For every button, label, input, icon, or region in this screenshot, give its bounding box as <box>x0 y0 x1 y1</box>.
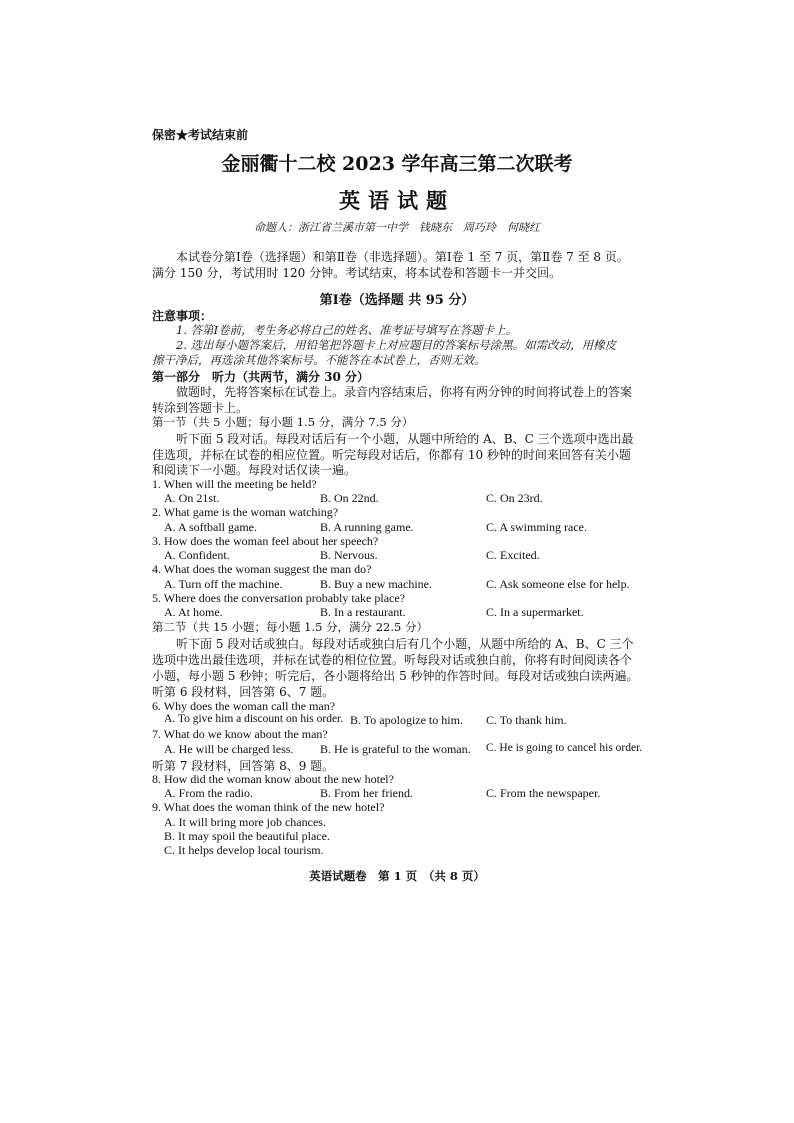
question-3-option-b: B. Nervous. <box>320 548 378 562</box>
question-1-option-a: A. On 21st. <box>164 491 220 505</box>
question-5: 5. Where does the conversation probably take place? <box>152 591 406 605</box>
notice-title: 注意事项： <box>152 309 213 323</box>
question-9: 9. What does the woman think of the new hotel? <box>152 800 385 814</box>
intro-line-1: 本试卷分第Ⅰ卷（选择题）和第Ⅱ卷（非选择题）。第Ⅰ卷 1 至 7 页，第Ⅱ卷 7 至 8 页。 <box>176 250 629 264</box>
question-4-option-b: B. Buy a new machine. <box>320 577 432 591</box>
subsection-1-desc-3: 和阅读下一小题。每段对话仅读一遍。 <box>152 463 357 477</box>
confidential-label: 保密★考试结束前 <box>152 128 249 142</box>
question-6-option-b: B. To apologize to him. <box>350 713 463 727</box>
part-title: 第Ⅰ卷（选择题 共 95 分） <box>319 293 475 308</box>
question-5-option-c: C. In a supermarket. <box>486 605 584 619</box>
notice-item-2a: 2. 选出每小题答案后，用铅笔把答题卡上对应题目的答案标号涂黑。如需改动，用橡皮 <box>176 338 617 352</box>
notice-item-2b: 擦干净后，再选涂其他答案标号。不能答在本试卷上，否则无效。 <box>152 353 486 367</box>
subsection-1-desc-2: 佳选项，并标在试卷的相应位置。听完每段对话后，你都有 10 秒钟的时间来回答有关小题 <box>152 448 631 462</box>
question-5-option-b: B. In a restaurant. <box>320 605 406 619</box>
question-2-option-a: A. A softball game. <box>164 520 257 534</box>
subsection-1-title: 第一节（共 5 小题；每小题 1.5 分，满分 7.5 分） <box>152 415 414 429</box>
question-5-option-a: A. At home. <box>164 605 223 619</box>
question-1: 1. When will the meeting be held? <box>152 477 317 491</box>
question-2-option-b: B. A running game. <box>320 520 414 534</box>
intro-line-2: 满分 150 分，考试用时 120 分钟。考试结束，将本试卷和答题卡一并交回。 <box>152 266 562 280</box>
question-9-option-b: B. It may spoil the beautiful place. <box>164 829 330 843</box>
question-8-option-a: A. From the radio. <box>164 786 253 800</box>
subsection-2-desc-3: 小题，每小题 5 秒钟；听完后，各小题将给出 5 秒钟的作答时间。每段对话或独白读两遍。 <box>152 669 639 683</box>
exam-title: 金丽衢十二校 2023 学年高三第二次联考 <box>221 153 573 175</box>
notice-item-1: 1. 答第Ⅰ卷前，考生务必将自己的姓名、准考证号填写在答题卡上。 <box>176 323 518 337</box>
subsection-2-desc-2: 选项中选出最佳选项，并标在试卷的相位位置。听每段对话或独白前，你将有时间阅读各个 <box>152 653 633 667</box>
question-2-option-c: C. A swimming race. <box>486 520 587 534</box>
question-1-option-c: C. On 23rd. <box>486 491 543 505</box>
question-4-option-c: C. Ask someone else for help. <box>486 577 630 591</box>
question-8-option-b: B. From her friend. <box>320 786 413 800</box>
question-6: 6. Why does the woman call the man? <box>152 699 336 713</box>
question-8: 8. How did the woman know about the new hotel? <box>152 772 394 786</box>
question-2: 2. What game is the woman watching? <box>152 505 339 519</box>
section-1-desc-1: 做题时，先将答案标在试卷上。录音内容结束后，你将有两分钟的时间将试卷上的答案 <box>176 385 633 399</box>
section-1-title: 第一部分 听力（共两节，满分 30 分） <box>152 370 370 384</box>
listen-material-7: 听第 7 段材料，回答第 8、9 题。 <box>152 759 335 773</box>
question-7-option-b: B. He is grateful to the woman. <box>320 742 471 756</box>
question-9-option-a: A. It will bring more job chances. <box>164 815 326 829</box>
question-6-option-a: A. To give him a discount on his order. <box>164 713 344 725</box>
authors-line: 命题人：浙江省兰溪市第一中学 钱晓东 周巧玲 何晓红 <box>254 221 540 234</box>
question-3-option-c: C. Excited. <box>486 548 540 562</box>
question-1-option-b: B. On 22nd. <box>320 491 379 505</box>
subsection-2-desc-1: 听下面 5 段对话或独白。每段对话或独白后有几个小题，从题中所给的 A、B、C 三个 <box>176 637 634 651</box>
question-6-option-c: C. To thank him. <box>486 713 567 727</box>
section-1-desc-2: 转涂到答题卡上。 <box>152 401 249 415</box>
question-3-option-a: A. Confident. <box>164 548 230 562</box>
question-4: 4. What does the woman suggest the man do? <box>152 562 372 576</box>
listen-material-6: 听第 6 段材料，回答第 6、7 题。 <box>152 685 335 699</box>
question-9-option-c: C. It helps develop local tourism. <box>164 843 324 857</box>
question-7-option-c: C. He is going to cancel his order. <box>486 742 643 754</box>
page-footer: 英语试题卷 第 1 页 （共 8 页） <box>309 869 485 883</box>
subject-title: 英语试题 <box>339 188 455 213</box>
question-4-option-a: A. Turn off the machine. <box>164 577 283 591</box>
subsection-2-title: 第二节（共 15 小题；每小题 1.5 分，满分 22.5 分） <box>152 620 428 634</box>
subsection-1-desc-1: 听下面 5 段对话。每段对话后有一个小题，从题中所给的 A、B、C 三个选项中选出最 <box>176 432 634 446</box>
question-7: 7. What do we know about the man? <box>152 727 328 741</box>
question-3: 3. How does the woman feel about her speech? <box>152 534 379 548</box>
question-7-option-a: A. He will be charged less. <box>164 742 294 756</box>
question-8-option-c: C. From the newspaper. <box>486 786 601 800</box>
